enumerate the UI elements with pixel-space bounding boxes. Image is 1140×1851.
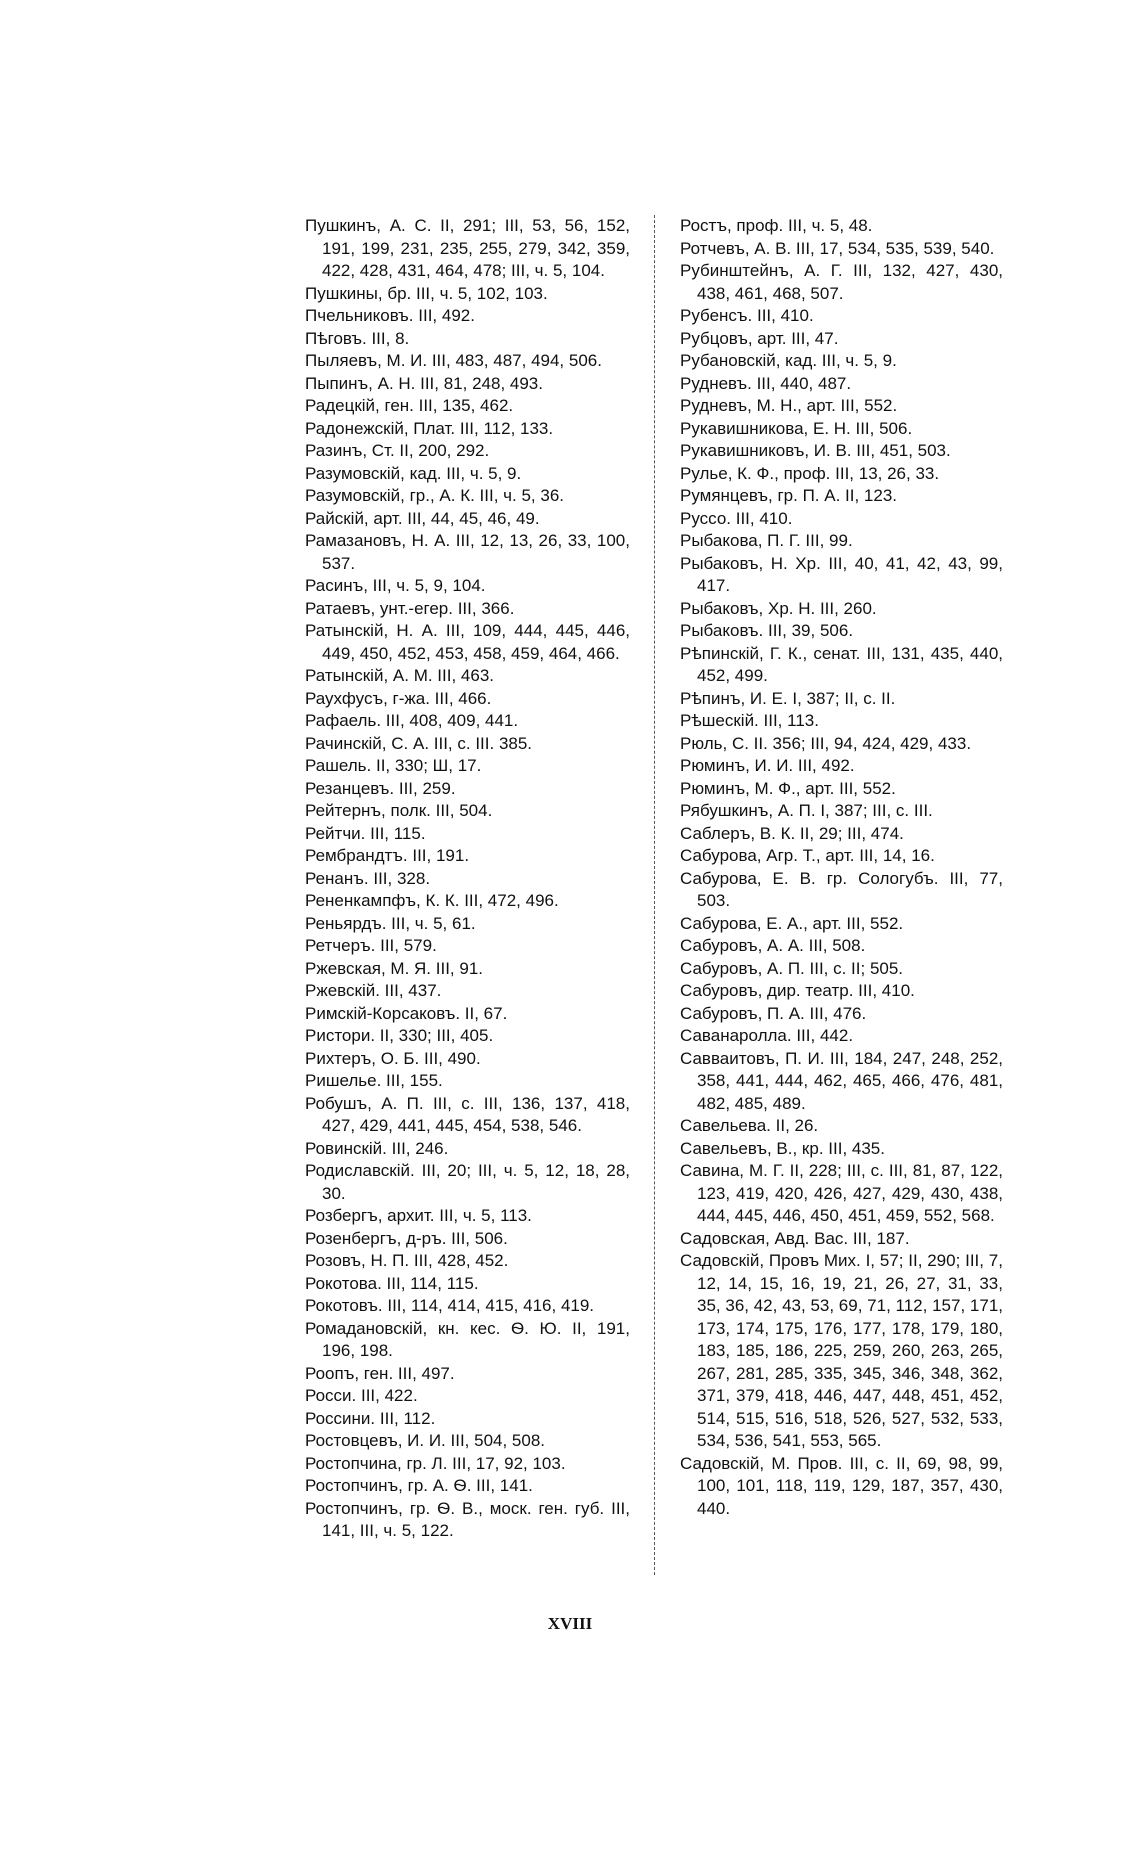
index-entry: Рейтчи. III, 115. <box>305 823 426 843</box>
index-entry: Ратынскій, А. М. III, 463. <box>305 666 495 685</box>
index-entry: Рудневъ. III, 440, 487. <box>680 373 852 393</box>
index-entry: Савельевъ, В., кр. III, 435. <box>680 1138 885 1158</box>
index-entry: Рихтеръ, О. Б. III, 490. <box>305 1048 481 1068</box>
index-entry: Расинъ, III, ч. 5, 9, 104. <box>305 576 486 595</box>
index-entry: Ростовцевъ, И. И. III, 504, 508. <box>305 1431 546 1450</box>
index-entry: Розбергъ, архит. III, ч. 5, 113. <box>305 1206 532 1225</box>
index-entry: Сабурова, Е. В. гр. Сологубъ. III, 77, 503. <box>680 868 1003 910</box>
index-entry: Рыбакова, П. Г. III, 99. <box>680 531 853 550</box>
index-entry: Рафаель. III, 408, 409, 441. <box>305 711 519 730</box>
index-entry: Рудневъ, М. Н., арт. III, 552. <box>680 396 898 415</box>
index-entry: Рѣпинъ, И. Е. I, 387; II, с. II. <box>680 688 896 708</box>
index-entry: Рубановскій, кад. III, ч. 5, 9. <box>680 351 897 370</box>
index-entry: Сабуровъ, А. П. III, с. II; 505. <box>680 958 904 978</box>
index-entry: Ретчеръ. III, 579. <box>305 936 437 955</box>
index-entry: Рубинштейнъ, А. Г. III, 132, 427, 430, 438, 461, 468, 507. <box>680 261 1003 303</box>
index-entry: Робушъ, А. П. III, с. III, 136, 137, 418, 427, 429, 441, 445, 454, 538, 546. <box>305 1093 630 1135</box>
index-entry: Саблеръ, В. К. II, 29; III, 474. <box>680 823 904 843</box>
index-entry: Садовскій, Провъ Мих. I, 57; II, 290; III, 7, 12, 14, 15, 16, 19, 21, 26, 27, 31, 33, 35, 36, 42, 43, 53, 69, 71, 112, 157, 171, 173, 174, 175, 176, 177, 178, 179, 180, 183, 185, 186, 225, 259, 260, 263, 265, 267, 281, 285, 335, 345, 346, 348, 362, 371, 379, 418, 446, 447, 448, 451, 452, 514, 515, 516, 518, 526, 527, 532, 533, 534, 536, 541, 553, 565. <box>680 1251 1003 1450</box>
index-entry: Савваитовъ, П. И. III, 184, 247, 248, 252, 358, 441, 444, 462, 465, 466, 476, 481, 482, 485, 489. <box>680 1048 1003 1113</box>
index-entry: Римскій-Корсаковъ. II, 67. <box>305 1003 508 1023</box>
index-column-left <box>305 215 630 1543</box>
index-entry: Рюль, С. II. 356; III, 94, 424, 429, 433. <box>680 733 972 753</box>
index-entry: Ржевская, М. Я. III, 91. <box>305 958 484 978</box>
index-entry: Рашель. II, 330; Ш, 17. <box>305 756 482 775</box>
index-entry: Ростопчинъ, гр. А. Ѳ. III, 141. <box>305 1476 533 1495</box>
index-entry: Рюминъ, М. Ф., арт. III, 552. <box>680 778 896 798</box>
index-entry: Разумовскій, гр., А. К. III, ч. 5, 36. <box>305 486 565 505</box>
page-number: XVIII <box>547 1614 593 1633</box>
index-entry: Рукавишникова, Е. Н. III, 506. <box>680 418 913 438</box>
index-entry: Рѣшескій. III, 113. <box>680 711 819 730</box>
index-entry: Рачинскій, С. А. III, с. III. 385. <box>305 733 533 753</box>
index-entry: Рокотова. III, 114, 115. <box>305 1273 479 1293</box>
index-entry: Ротчевъ, А. В. III, 17, 534, 535, 539, 540. <box>680 238 995 258</box>
index-entry: Ростопчинъ, гр. Ѳ. В., моск. ген. губ. III, 141, III, ч. 5, 122. <box>305 1498 630 1540</box>
index-entry: Саванаролла. III, 442. <box>680 1026 854 1045</box>
index-entry: Ровинскій. III, 246. <box>305 1138 449 1158</box>
index-entry: Росси. III, 422. <box>305 1386 418 1405</box>
column-divider <box>654 215 655 1575</box>
index-entry: Савельева. II, 26. <box>680 1116 819 1135</box>
index-entry: Сабуровъ, А. А. III, 508. <box>680 936 866 955</box>
index-entry: Рыбаковъ, Хр. Н. III, 260. <box>680 598 877 618</box>
index-entry: Раухфусъ, г-жа. III, 466. <box>305 688 492 708</box>
index-entry: Рененкампфъ, К. К. III, 472, 496. <box>305 891 559 910</box>
index-entry: Пушкинъ, А. С. II, 291; III, 53, 56, 152, 191, 199, 231, 235, 255, 279, 342, 359, 422, 428, 431, 464, 478; III, ч. 5, 104. <box>305 216 630 280</box>
index-entry: Ратаевъ, унт.-егер. III, 366. <box>305 598 515 618</box>
index-entry: Ржевскій. III, 437. <box>305 981 442 1000</box>
index-entry: Пчельниковъ. III, 492. <box>305 306 475 325</box>
index-entry: Сабурова, Агр. Т., арт. III, 14, 16. <box>680 846 935 865</box>
index-entry: Рябушкинъ, А. П. I, 387; III, с. III. <box>680 801 933 820</box>
index-entry: Рейтернъ, полк. III, 504. <box>305 801 493 820</box>
index-entry: Розовъ, Н. П. III, 428, 452. <box>305 1251 509 1270</box>
index-entry: Пѣговъ. III, 8. <box>305 328 410 348</box>
index-entry: Рыбаковъ, Н. Хр. III, 40, 41, 42, 43, 99, 417. <box>680 553 1003 595</box>
index-entry: Ренанъ. III, 328. <box>305 868 431 888</box>
index-entry: Рубенсъ. III, 410. <box>680 306 814 325</box>
index-entry: Рубцовъ, арт. III, 47. <box>680 328 839 348</box>
index-entry: Ристори. II, 330; III, 405. <box>305 1026 494 1045</box>
index-entry: Россини. III, 112. <box>305 1408 436 1428</box>
index-entry: Руссо. III, 410. <box>680 508 793 528</box>
index-entry: Разумовскій, кад. III, ч. 5, 9. <box>305 463 522 483</box>
index-entry: Рукавишниковъ, И. В. III, 451, 503. <box>680 441 951 460</box>
index-entry: Ростъ, проф. III, ч. 5, 48. <box>680 216 873 235</box>
index-entry: Роопъ, ген. III, 497. <box>305 1363 455 1383</box>
index-entry: Румянцевъ, гр. П. А. II, 123. <box>680 486 897 505</box>
index-entry: Рѣпинскій, Г. К., сенат. III, 131, 435, 440, 452, 499. <box>680 643 1003 685</box>
index-entry: Радонежскій, Плат. III, 112, 133. <box>305 418 554 438</box>
index-entry: Рыбаковъ. III, 39, 506. <box>680 621 854 640</box>
index-entry: Сабуровъ, дир. театр. III, 410. <box>680 981 915 1000</box>
index-entry: Разинъ, Ст. II, 200, 292. <box>305 441 490 460</box>
index-entry: Рулье, К. Ф., проф. III, 13, 26, 33. <box>680 463 940 483</box>
index-entry: Ромадановскій, кн. кес. Ѳ. Ю. II, 191, 196, 198. <box>305 1318 630 1360</box>
index-entry: Садовскій, М. Пров. III, с. II, 69, 98, 99, 100, 101, 118, 119, 129, 187, 357, 430, 440. <box>680 1453 1003 1518</box>
index-entry: Пыляевъ, М. И. III, 483, 487, 494, 506. <box>305 351 602 370</box>
index-entry: Пушкины, бр. III, ч. 5, 102, 103. <box>305 283 548 303</box>
index-column-right <box>680 215 1003 1520</box>
index-entry: Рамазановъ, Н. А. III, 12, 13, 26, 33, 100, 537. <box>305 531 630 573</box>
index-entry: Родиславскій. III, 20; III, ч. 5, 12, 18, 28, 30. <box>305 1161 630 1203</box>
index-entry: Садовская, Авд. Вас. III, 187. <box>680 1228 910 1248</box>
index-entry: Ратынскій, Н. А. III, 109, 444, 445, 446, 449, 450, 452, 453, 458, 459, 464, 466. <box>305 621 630 663</box>
index-entry: Сабуровъ, П. А. III, 476. <box>680 1003 867 1023</box>
index-entry: Рокотовъ. III, 114, 414, 415, 416, 419. <box>305 1296 595 1315</box>
index-entry: Ришелье. III, 155. <box>305 1071 443 1090</box>
index-entry: Сабурова, Е. А., арт. III, 552. <box>680 913 904 933</box>
index-entry: Реньярдъ. III, ч. 5, 61. <box>305 913 476 933</box>
index-entry: Пыпинъ, А. Н. III, 81, 248, 493. <box>305 373 543 393</box>
index-entry: Радецкій, ген. III, 135, 462. <box>305 396 514 415</box>
index-entry: Райскій, арт. III, 44, 45, 46, 49. <box>305 508 540 528</box>
index-entry: Резанцевъ. III, 259. <box>305 778 456 798</box>
index-entry: Рюминъ, И. И. III, 492. <box>680 756 855 775</box>
index-entry: Ростопчина, гр. Л. III, 17, 92, 103. <box>305 1453 566 1473</box>
index-entry: Розенбергъ, д-ръ. III, 506. <box>305 1228 508 1248</box>
index-entry: Савина, М. Г. II, 228; III, с. III, 81, 87, 122, 123, 419, 420, 426, 427, 429, 430, 438, 444, 445, 446, 450, 451, 459, 552, 568. <box>680 1161 1003 1225</box>
index-entry: Рембрандтъ. III, 191. <box>305 846 470 865</box>
